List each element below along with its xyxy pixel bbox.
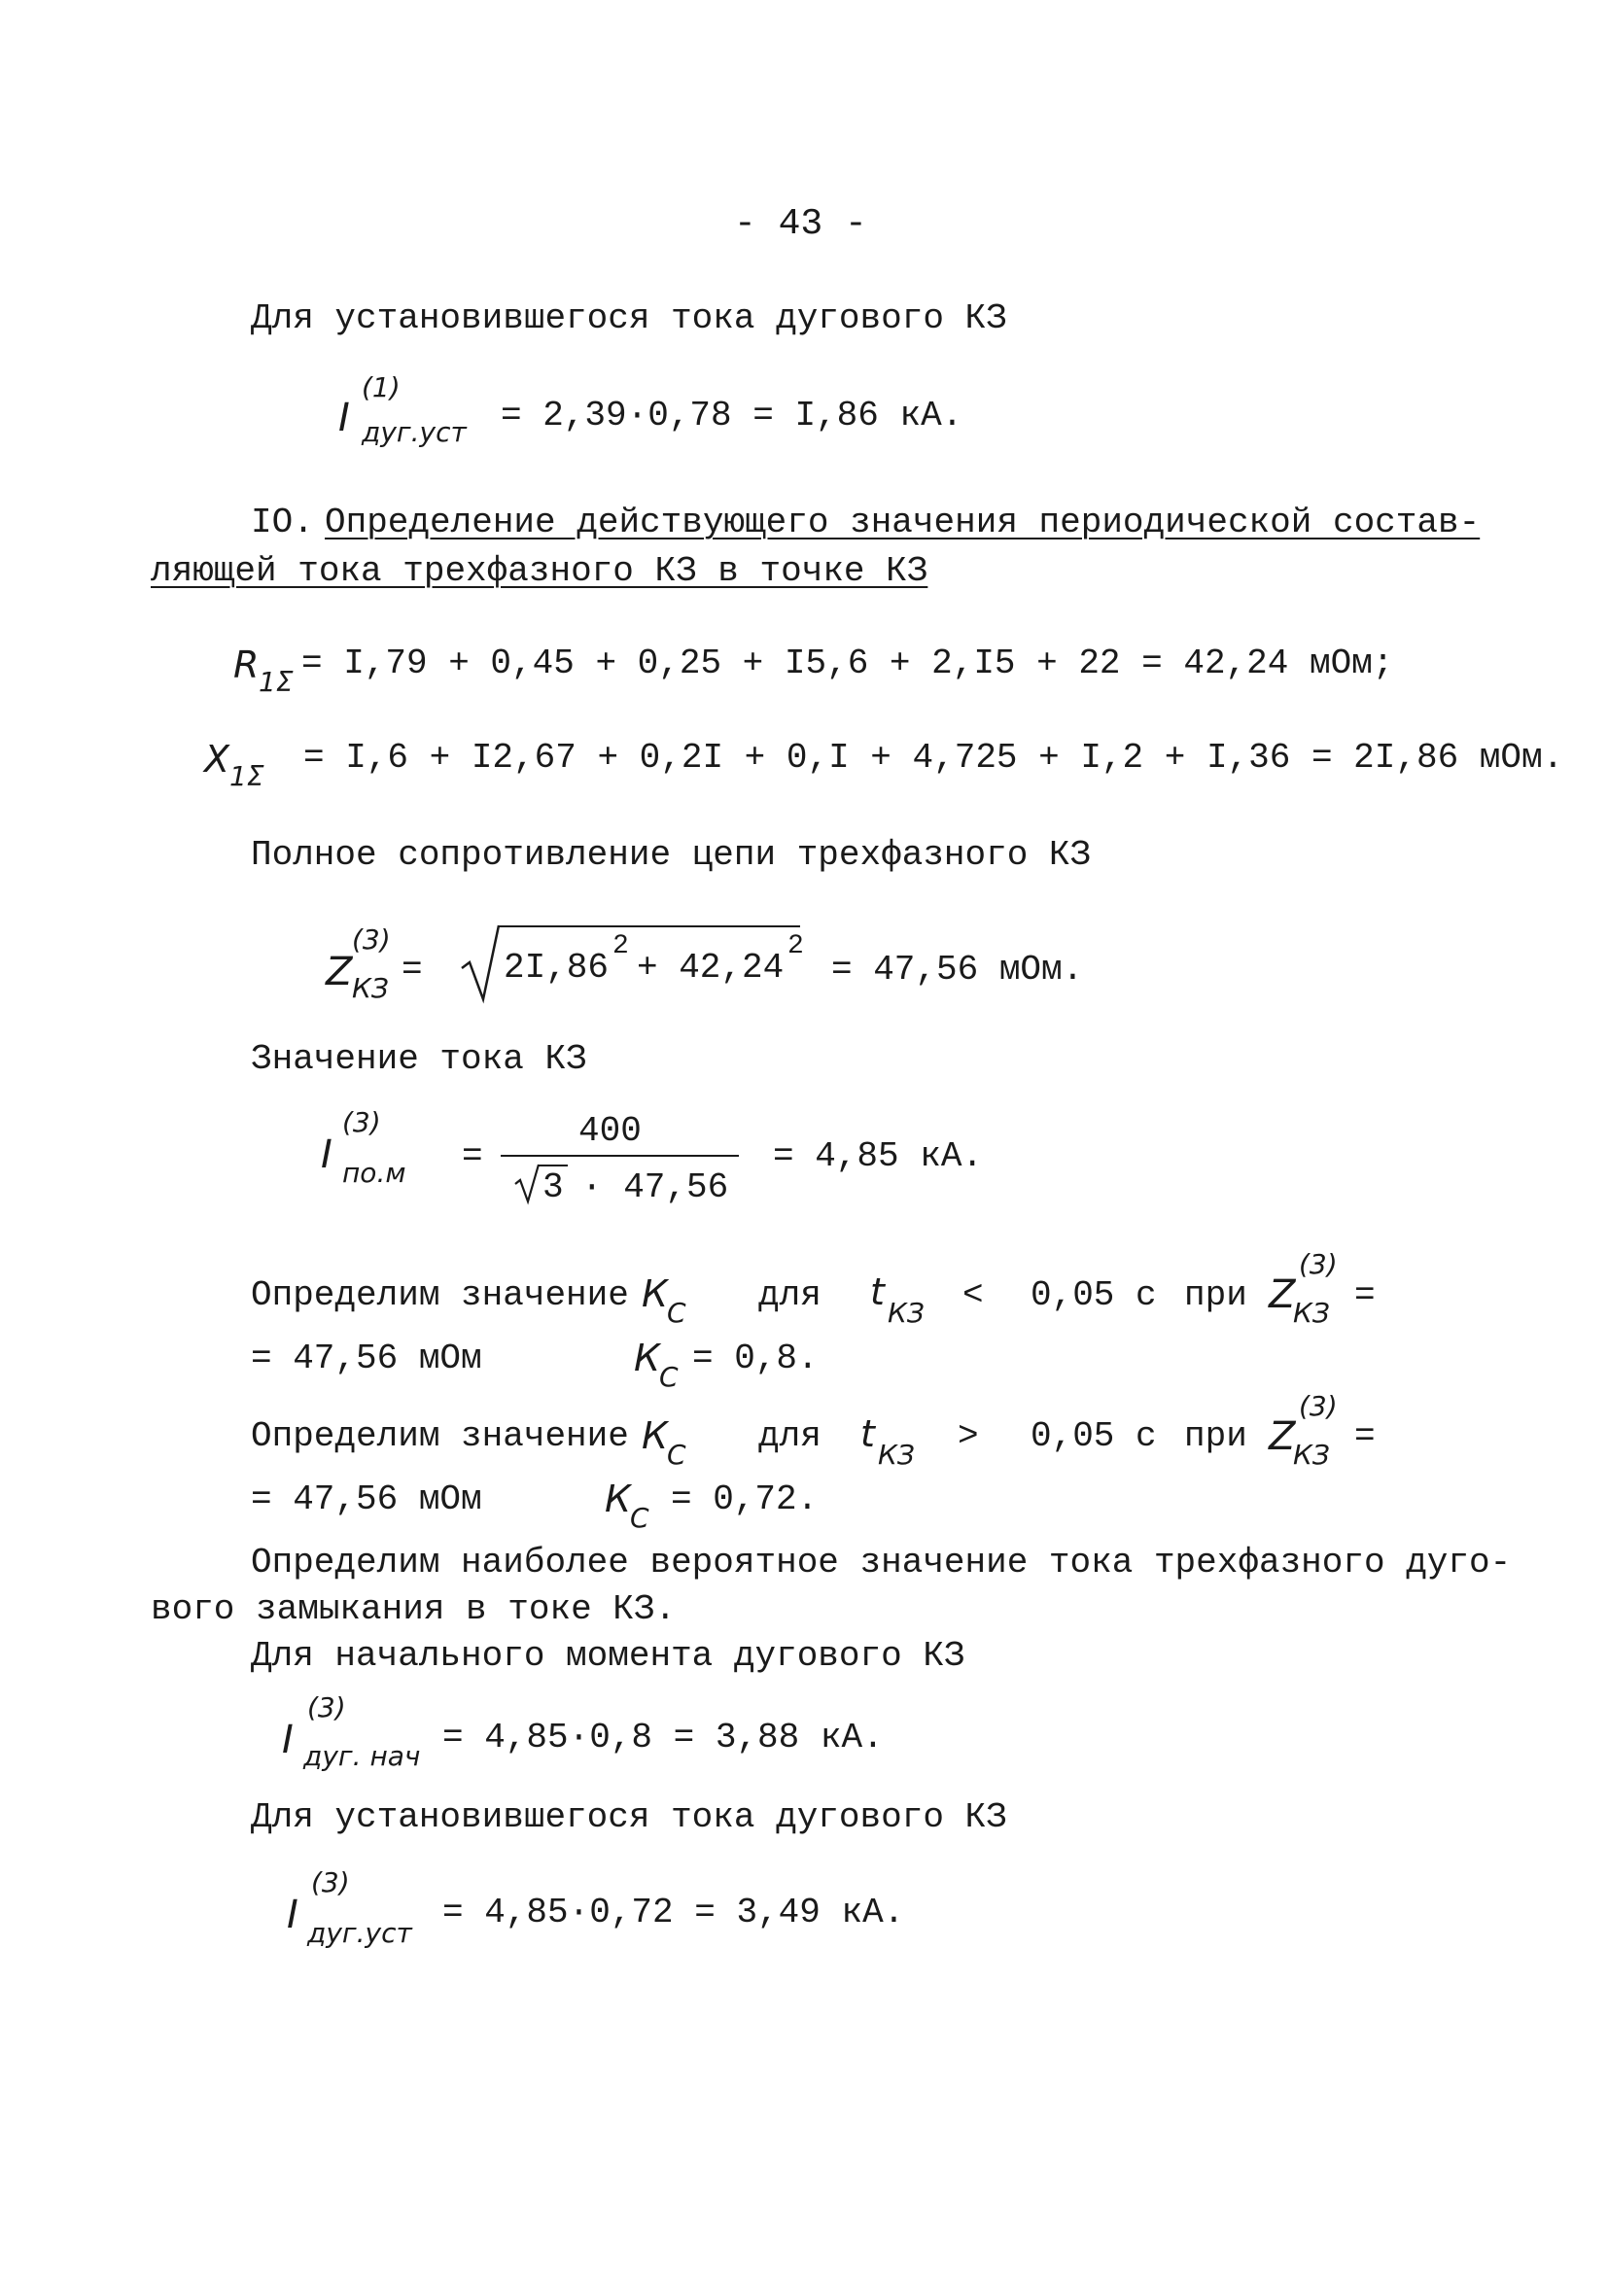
section-title-line2: ляющей тока трехфазного КЗ в точке КЗ: [151, 551, 928, 591]
sqrt-bar: [499, 925, 800, 927]
kc-line2-value: = 47,56 мОм: [251, 1339, 482, 1378]
formula-superscript: (3): [342, 1106, 381, 1138]
current-intro: Значение тока КЗ: [251, 1039, 587, 1079]
kc-lead: Определим значение: [251, 1416, 629, 1456]
formula-symbol: I: [321, 1132, 332, 1177]
formula-expression: = I,6 + I2,67 + 0,2I + 0,I + 4,725 + I,2 + I,36 = 2I,86 мОм.: [303, 738, 1564, 778]
kc-line2-result: = 0,8.: [692, 1339, 819, 1378]
sqrt-icon: [515, 1163, 541, 1203]
fraction-numerator: 400: [578, 1111, 642, 1151]
formula-subscript: КЗ: [352, 972, 389, 1004]
t-subscript: КЗ: [888, 1297, 925, 1329]
impedance-intro: Полное сопротивление цепи трехфазного КЗ: [251, 835, 1092, 875]
steady-current-intro-1: Для установившегося тока дугового КЗ: [251, 298, 1007, 338]
kc-symbol: К: [634, 1337, 660, 1379]
z-symbol: Z: [1269, 1414, 1296, 1459]
t-symbol: t: [860, 1412, 875, 1455]
formula-result: = 47,56 мОм.: [831, 950, 1084, 990]
formula-symbol: X: [204, 738, 230, 781]
kc-for: для: [758, 1275, 821, 1315]
formula-subscript: по.м: [342, 1157, 406, 1189]
page-number: - 43 -: [734, 203, 867, 245]
formula-symbol: I: [282, 1718, 294, 1762]
trailing-equals: =: [1354, 1416, 1376, 1456]
formula-superscript: (1): [362, 371, 401, 403]
formula-superscript: (3): [311, 1866, 350, 1898]
kc-lead: Определим значение: [251, 1275, 629, 1315]
kc-when: при: [1184, 1416, 1247, 1456]
probable-line3: Для начального момента дугового КЗ: [251, 1636, 965, 1676]
kc-symbol: К: [605, 1478, 631, 1520]
kc-symbol: К: [642, 1272, 668, 1315]
kc-when: при: [1184, 1275, 1247, 1315]
trailing-equals: =: [1354, 1275, 1376, 1315]
radicand-first: 2I,86: [504, 948, 610, 988]
kc-subscript: С: [667, 1297, 686, 1329]
sqrt-icon: [462, 923, 501, 1001]
relation-sign: >: [958, 1416, 979, 1456]
kc-line2-value: = 47,56 мОм: [251, 1479, 482, 1519]
steady-current-intro-3: Для установившегося тока дугового КЗ: [251, 1797, 1007, 1837]
formula-expression: = 4,85·0,72 = 3,49 кА.: [442, 1893, 905, 1932]
formula-symbol: R: [233, 644, 260, 686]
formula-result: = 4,85 кА.: [773, 1136, 984, 1176]
formula-superscript: (3): [307, 1691, 346, 1723]
formula-expression: = I,79 + 0,45 + 0,25 + I5,6 + 2,I5 + 22 = 42,24 мОм;: [301, 644, 1394, 683]
formula-equals: =: [462, 1136, 483, 1176]
fraction-line: [501, 1155, 739, 1157]
kc-line2-result: = 0,72.: [671, 1479, 819, 1519]
radicand-second: + 42,24: [637, 948, 785, 988]
sqrt-radicand: 3: [542, 1167, 564, 1207]
z-subscript: КЗ: [1293, 1297, 1330, 1329]
formula-expression: = 4,85·0,8 = 3,88 кА.: [442, 1718, 884, 1757]
section-number: IO.: [251, 503, 314, 542]
denominator-rest: · 47,56: [581, 1167, 729, 1207]
sqrt-bar: [539, 1165, 568, 1166]
section-title-line1: Определение действующего значения периодической состав-: [325, 503, 1481, 542]
formula-subscript: дуг.уст: [362, 416, 467, 448]
formula-symbol: I: [287, 1893, 298, 1937]
kc-for: для: [758, 1416, 821, 1456]
time-value: 0,05 с: [1031, 1275, 1157, 1315]
formula-superscript: (3): [352, 923, 391, 956]
exponent: 2: [787, 931, 804, 961]
probable-line2: вого замыкания в токе КЗ.: [151, 1589, 677, 1629]
t-subscript: КЗ: [878, 1439, 915, 1471]
formula-symbol: Z: [326, 950, 353, 994]
formula-expression: = 2,39·0,78 = I,86 кА.: [501, 396, 963, 435]
kc-subscript: С: [630, 1502, 649, 1534]
z-superscript: (3): [1299, 1390, 1338, 1422]
t-symbol: t: [870, 1270, 885, 1313]
z-subscript: КЗ: [1293, 1439, 1330, 1471]
kc-subscript: С: [667, 1439, 686, 1471]
time-value: 0,05 с: [1031, 1416, 1157, 1456]
z-symbol: Z: [1269, 1272, 1296, 1317]
formula-subscript: дуг.уст: [307, 1917, 412, 1949]
exponent: 2: [612, 931, 629, 961]
probable-line1: Определим наиболее вероятное значение тока трехфазного дуго-: [251, 1543, 1512, 1583]
formula-subscript: 1Σ: [259, 666, 294, 698]
kc-symbol: К: [642, 1414, 668, 1457]
formula-symbol: I: [338, 396, 350, 440]
z-superscript: (3): [1299, 1248, 1338, 1280]
kc-subscript: С: [659, 1361, 679, 1393]
formula-equals: =: [402, 950, 423, 990]
formula-subscript: 1Σ: [229, 760, 264, 792]
formula-subscript: дуг. нач: [303, 1740, 421, 1772]
relation-sign: <: [962, 1275, 984, 1315]
